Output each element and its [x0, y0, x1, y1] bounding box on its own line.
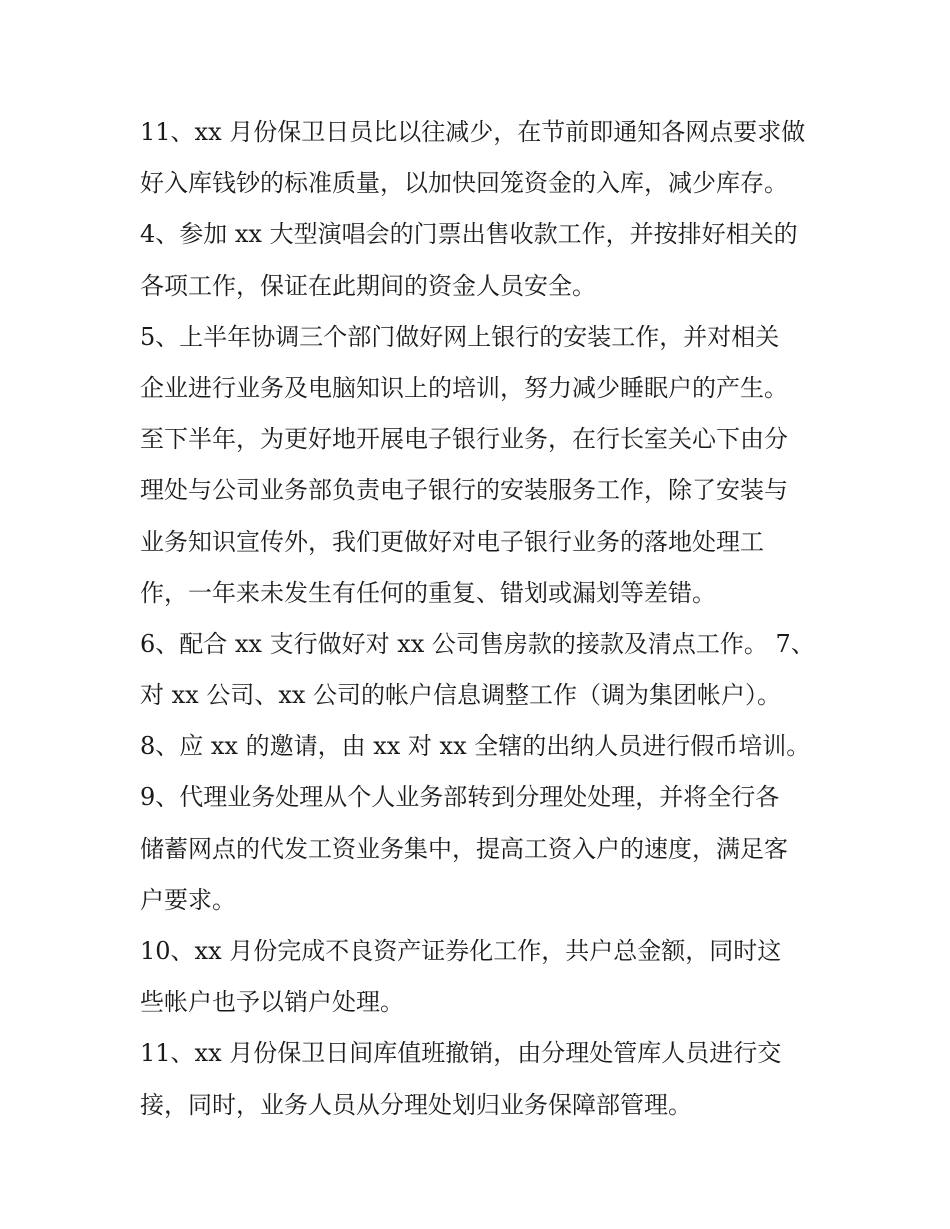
text-line: 接，同时，业务人员从分理处划归业务保障部管理。: [140, 1090, 692, 1119]
text-line: 各项工作，保证在此期间的资金人员安全。: [140, 271, 596, 300]
text-line: 10、xx 月份完成不良资产证券化工作，共户总金额，同时这: [140, 937, 782, 965]
text-line: 5、上半年协调三个部门做好网上银行的安装工作，并对相关: [140, 322, 780, 351]
text-line: 至下半年，为更好地开展电子银行业务，在行长室关心下由分: [140, 425, 788, 454]
text-line: 作，一年来未发生有任何的重复、错划或漏划等差错。: [140, 578, 716, 607]
text-line: 储蓄网点的代发工资业务集中，提高工资入户的速度，满足客: [140, 834, 788, 863]
text-line: 些帐户也予以销户处理。: [140, 988, 404, 1017]
text-line: 好入库钱钞的标准质量，以加快回笼资金的入库，减少库存。: [140, 169, 788, 198]
text-line: 4、参加 xx 大型演唱会的门票出售收款工作，并按排好相关的: [140, 220, 798, 249]
text-line: 户要求。: [140, 885, 236, 914]
document-body: [140, 107, 820, 1131]
text-line: 对 xx 公司、xx 公司的帐户信息调整工作（调为集团帐户）。: [140, 681, 782, 710]
text-line: 11、xx 月份保卫日间库值班撤销，由分理处管库人员进行交: [140, 1039, 782, 1068]
text-line: 理处与公司业务部负责电子银行的安装服务工作，除了安装与: [140, 476, 788, 505]
text-line: 9、代理业务处理从个人业务部转到分理处处理，并将全行各: [140, 783, 780, 812]
text-line: 企业进行业务及电脑知识上的培训，努力减少睡眠户的产生。: [140, 373, 788, 402]
text-line: 6、配合 xx 支行做好对 xx 公司售房款的接款及清点工作。 7、: [140, 629, 815, 658]
text-line: 11、xx 月份保卫日员比以往减少，在节前即通知各网点要求做: [140, 118, 806, 146]
text-line: 8、应 xx 的邀请，由 xx 对 xx 全辖的出纳人员进行假币培训。: [140, 732, 811, 761]
text-line: 业务知识宣传外，我们更做好对电子银行业务的落地处理工: [140, 527, 764, 556]
